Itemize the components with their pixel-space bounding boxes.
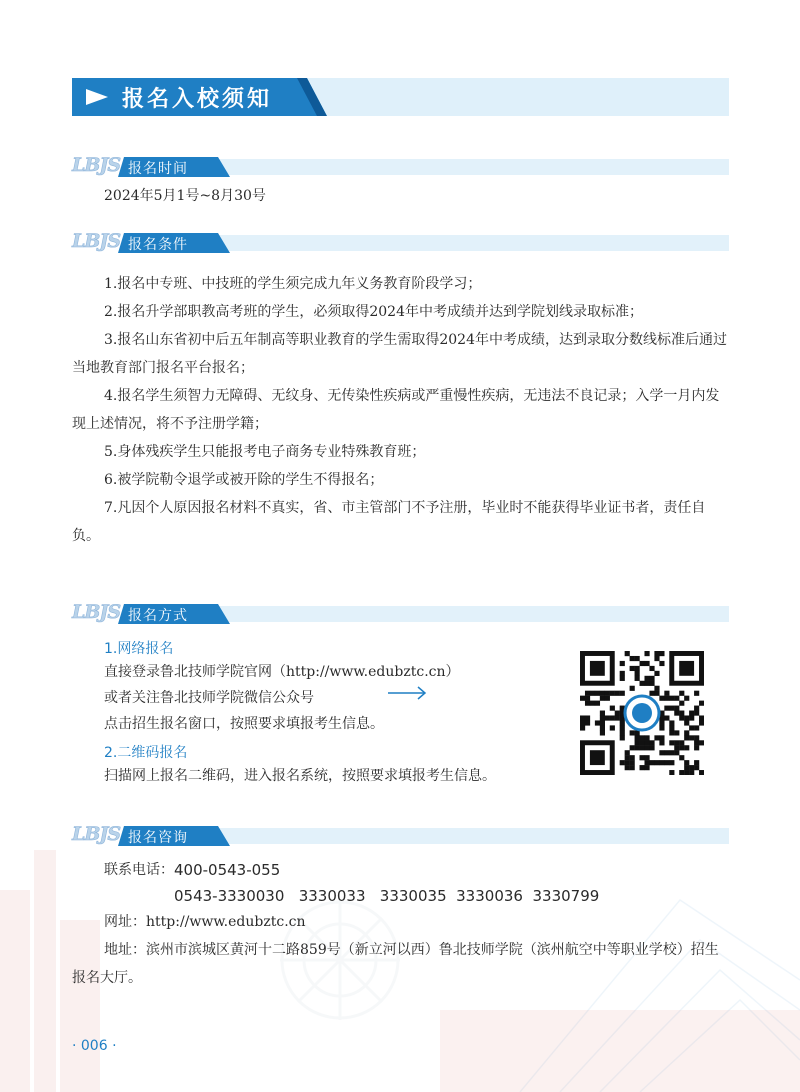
online-line-2: 或者关注鲁北技师学院微信公众号 <box>104 690 314 706</box>
page-title: 报名入校须知 <box>122 87 273 112</box>
section-strip <box>172 159 729 175</box>
qr-register-line: 扫描网上报名二维码，进入报名系统，按照要求填报考生信息。 <box>104 768 496 784</box>
arrow-right-icon <box>388 686 428 700</box>
website-link[interactable]: http://www.edubztc.cn <box>146 914 306 930</box>
qr-register-title: 2.二维码报名 <box>104 745 188 761</box>
condition-item-3: 3.报名山东省初中后五年制高等职业教育的学生需取得2024年中考成绩，达到录取分数线标准后通过当地教育部门报名平台报名； <box>72 332 727 376</box>
section-header-conditions <box>72 230 729 253</box>
time-content: 2024年5月1号~8月30号 <box>104 188 266 204</box>
condition-item-2: 2.报名升学部职教高考班的学生，必须取得2024年中考成绩并达到学院划线录取标准； <box>104 304 643 320</box>
condition-item-7: 7.凡因个人原因报名材料不真实，省、市主管部门不予注册，毕业时不能获得毕业证书者，责任自负。 <box>72 500 706 544</box>
lbjs-logo: LBJS <box>72 601 121 623</box>
online-line-1: 直接登录鲁北技师学院官网（http://www.edubztc.cn） <box>104 664 460 680</box>
section-header-methods <box>72 601 729 624</box>
phone-main: 400-0543-055 <box>174 861 281 879</box>
phone-label: 联系电话： <box>104 862 174 878</box>
lbjs-logo: LBJS <box>72 154 121 176</box>
online-line-3: 点击招生报名窗口，按照要求填报考生信息。 <box>104 716 384 732</box>
section-label-conditions: 报名条件 <box>128 237 188 253</box>
section-label-time: 报名时间 <box>128 161 188 177</box>
page-number: · 006 · <box>72 1038 117 1054</box>
section-header-consult <box>72 823 729 846</box>
lbjs-logo: LBJS <box>72 823 121 845</box>
section-label-methods: 报名方式 <box>128 608 188 624</box>
address: 地址：滨州市滨城区黄河十二路859号（新立河以西）鲁北技师学院（滨州航空中等职业学校）招生报名大厅。 <box>72 942 719 986</box>
section-label-consult: 报名咨询 <box>128 830 188 846</box>
lbjs-logo: LBJS <box>72 230 121 252</box>
registration-qr-code[interactable] <box>580 651 704 775</box>
section-strip <box>172 235 729 251</box>
condition-item-1: 1.报名中专班、中技班的学生须完成九年义务教育阶段学习； <box>104 276 482 292</box>
website-label: 网址： <box>104 914 146 930</box>
online-register-title: 1.网络报名 <box>104 641 174 657</box>
section-strip <box>172 606 729 622</box>
section-strip <box>172 828 729 844</box>
condition-item-4: 4.报名学生须智力无障碍、无纹身、无传染性疾病或严重慢性疾病，无违法不良记录；入学一月内发现上述情况，将不予注册学籍； <box>72 388 720 432</box>
phone-others: 0543-3330030 3330033 3330035 3330036 3330799 <box>174 887 600 905</box>
section-header-time <box>72 154 729 177</box>
condition-item-5: 5.身体残疾学生只能报考电子商务专业特殊教育班； <box>104 444 426 460</box>
play-arrow-icon <box>86 87 108 107</box>
condition-item-6: 6.被学院勒令退学或被开除的学生不得报名； <box>104 472 384 488</box>
title-bar <box>72 78 729 116</box>
